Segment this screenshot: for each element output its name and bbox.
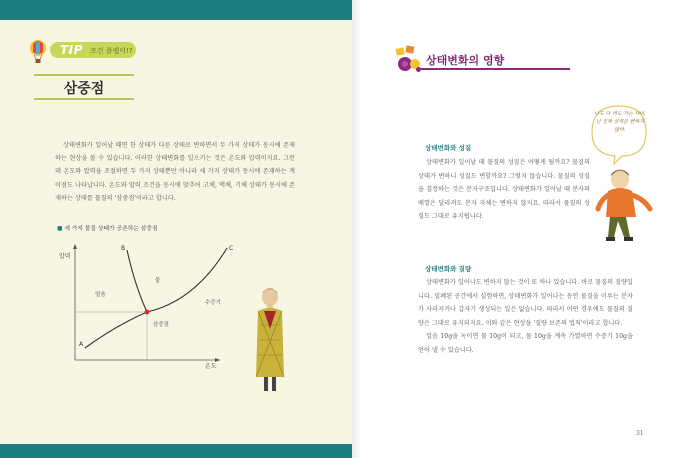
region-vapor-label: 수증기 [205, 300, 221, 306]
region-water-label: 물 [155, 278, 161, 284]
figure-caption-text: 세 가지 물질 상태가 공존하는 삼중점 [64, 226, 158, 232]
y-axis-label: 압력 [59, 253, 71, 260]
figure-caption [57, 223, 158, 232]
speech-text: 나도 다 커도 가는 사이, 난 진짜 성격은 변하지 않아. [594, 111, 646, 133]
sublimation-curve [85, 312, 147, 348]
right-heading: 상태변화의 영향 [426, 54, 505, 67]
point-a-label: A [79, 341, 84, 348]
top-color-band [0, 0, 352, 20]
woman-illustration [250, 285, 290, 395]
boy-illustration [594, 165, 654, 245]
region-ice-label: 얼음 [95, 292, 106, 298]
tip-subtitle: 조건 플랩이!? [90, 47, 133, 55]
triple-point-marker [145, 310, 150, 315]
page-number: 31 [636, 430, 644, 437]
bottom-color-band [0, 444, 352, 458]
right-gutter-shadow [352, 0, 362, 458]
paragraph-mass [418, 276, 633, 358]
point-b-label: B [121, 245, 126, 252]
caption-bullet-icon: ■ [57, 226, 63, 232]
hot-air-balloon-icon [29, 40, 47, 64]
point-c-label: C [229, 245, 234, 252]
paragraph-mass-1: 상태변화가 일어나도 변하지 않는 것이 또 하나 있습니다. 바로 물질의 질량입니다. 밀폐된 공간에서 실험하면, 상태변화가 일어나는 동안 물질을 이루는 분자가 사라지거나 갑자기 생성되는 일은 없습니다. 따라서 어떤 경우에도 물질의 질량은 그대로 유지되지요. 이와 같은 현상을 '질량 보존의 법칙'이라고 합니다. [418, 279, 633, 327]
melting-curve [127, 250, 147, 312]
subheading-properties: 상태변화와 성질 [425, 144, 472, 152]
paragraph-properties: 상태변화가 일어날 때 물질의 성질은 어떻게 될까요? 물질의 상태가 변하니 성질도 변할까요? 그렇지 않습니다. 물질의 성질을 결정하는 것은 분자구조입니다. 상태변화가 일어날 때 분자의 배열은 달라져도 분자 자체는 변하지 않지요. 따라서 물질의 성질도 그대로 유지됩니다. [418, 159, 590, 221]
left-body-text: 상태변화가 일어날 때면 한 상태가 다른 상태로 변하면서 두 가지 상태가 동시에 존재하는 현상을 볼 수 있습니다. 이러한 상태변화를 일으키는 것은 온도와 압력이지요. 그런데 온도와 압력을 조절하면 두 가지 상태뿐만 아니라 세 가지 상태가 동시에 존재하는 계 이점도 나타납니다. 온도와 압력 조건을 동시에 맞추어 고체, 액체, 기체 상태가 동시에 존재하는 상태를 물질의 '삼중점'이라고 합니다. [55, 142, 295, 202]
tip-label: TIP [60, 43, 83, 57]
section-title: 삼중점 [63, 81, 105, 97]
triple-point-label: 삼중점 [153, 322, 169, 328]
phase-diagram [55, 236, 245, 371]
heading-dot [416, 67, 421, 72]
subheading-mass: 상태변화와 질량 [425, 265, 472, 273]
paragraph-mass-2: 얼음 10g을 녹이면 물 10g이 되고, 물 10g을 계속 가열하면 수증기 10g을 얻어 낼 수 있습니다. [418, 333, 633, 354]
x-axis-label: 온도 [205, 363, 217, 370]
